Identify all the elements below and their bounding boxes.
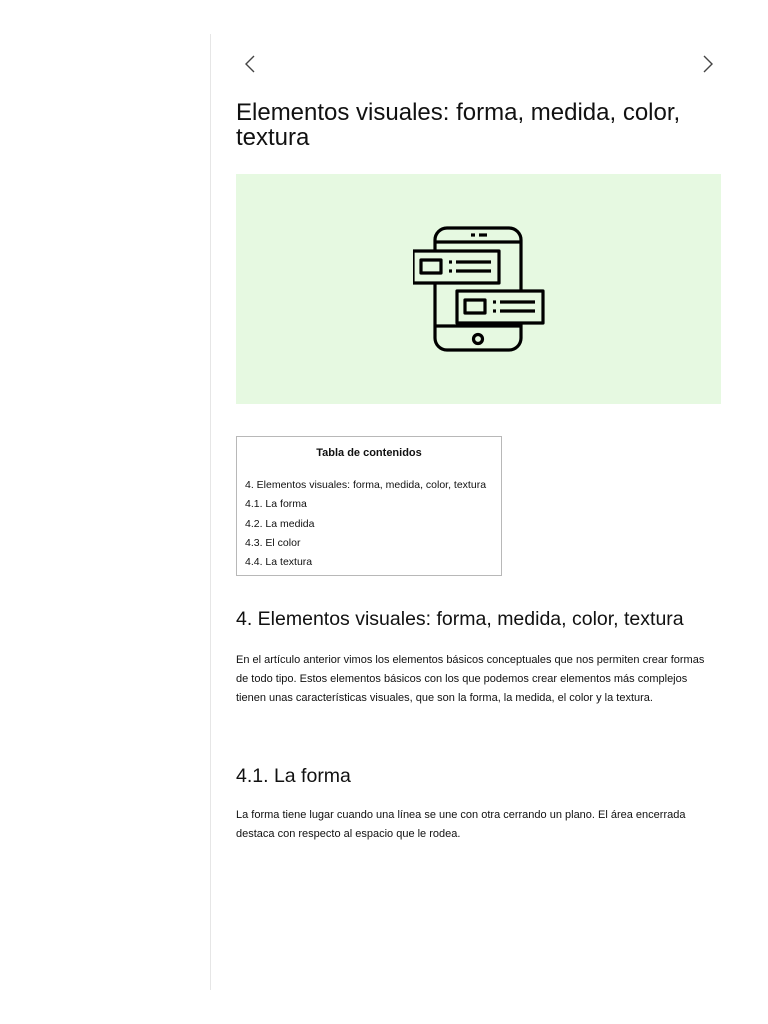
hero-banner — [236, 174, 721, 404]
toc-item — [245, 534, 501, 553]
page-title: Elementos visuales: forma, medida, color, textura — [236, 99, 681, 151]
previous-article-button[interactable] — [238, 52, 262, 76]
toc-item — [245, 495, 501, 514]
mobile-app-icon — [413, 226, 545, 352]
article-navigation — [236, 52, 722, 76]
toc-link-la-medida[interactable]: 4.2. La medida — [245, 517, 315, 530]
toc-link-el-color[interactable]: 4.3. El color — [245, 536, 301, 549]
table-of-contents — [236, 436, 502, 576]
section-heading: 4. Elementos visuales: forma, medida, color, textura — [236, 608, 684, 630]
chevron-left-icon — [243, 54, 257, 74]
toc-list — [245, 476, 501, 572]
section-paragraph: En el artículo anterior vimos los elementos básicos conceptuales que nos permiten crear formas de todo tipo. Estos elementos básicos con los que podemos crear elementos más complejos tienen unas características visuales, que son la forma, la medida, el color y la textura. — [236, 654, 705, 704]
chevron-right-icon — [701, 54, 715, 74]
toc-item — [245, 476, 501, 495]
toc-link-la-textura[interactable]: 4.4. La textura — [245, 556, 313, 569]
toc-item — [245, 553, 501, 572]
toc-link-section-4[interactable]: 4. Elementos visuales: forma, medida, color, textura — [245, 479, 487, 491]
toc-title: Tabla de contenidos — [316, 447, 422, 459]
next-article-button[interactable] — [696, 52, 720, 76]
toc-item — [245, 515, 501, 534]
sidebar-divider — [210, 34, 211, 990]
toc-link-la-forma[interactable]: 4.1. La forma — [245, 498, 307, 511]
section-heading: 4.1. La forma — [236, 765, 351, 787]
section-paragraph: La forma tiene lugar cuando una línea se une con otra cerrando un plano. El área encerrada destaca con respecto al espacio que le rodea. — [236, 809, 686, 840]
